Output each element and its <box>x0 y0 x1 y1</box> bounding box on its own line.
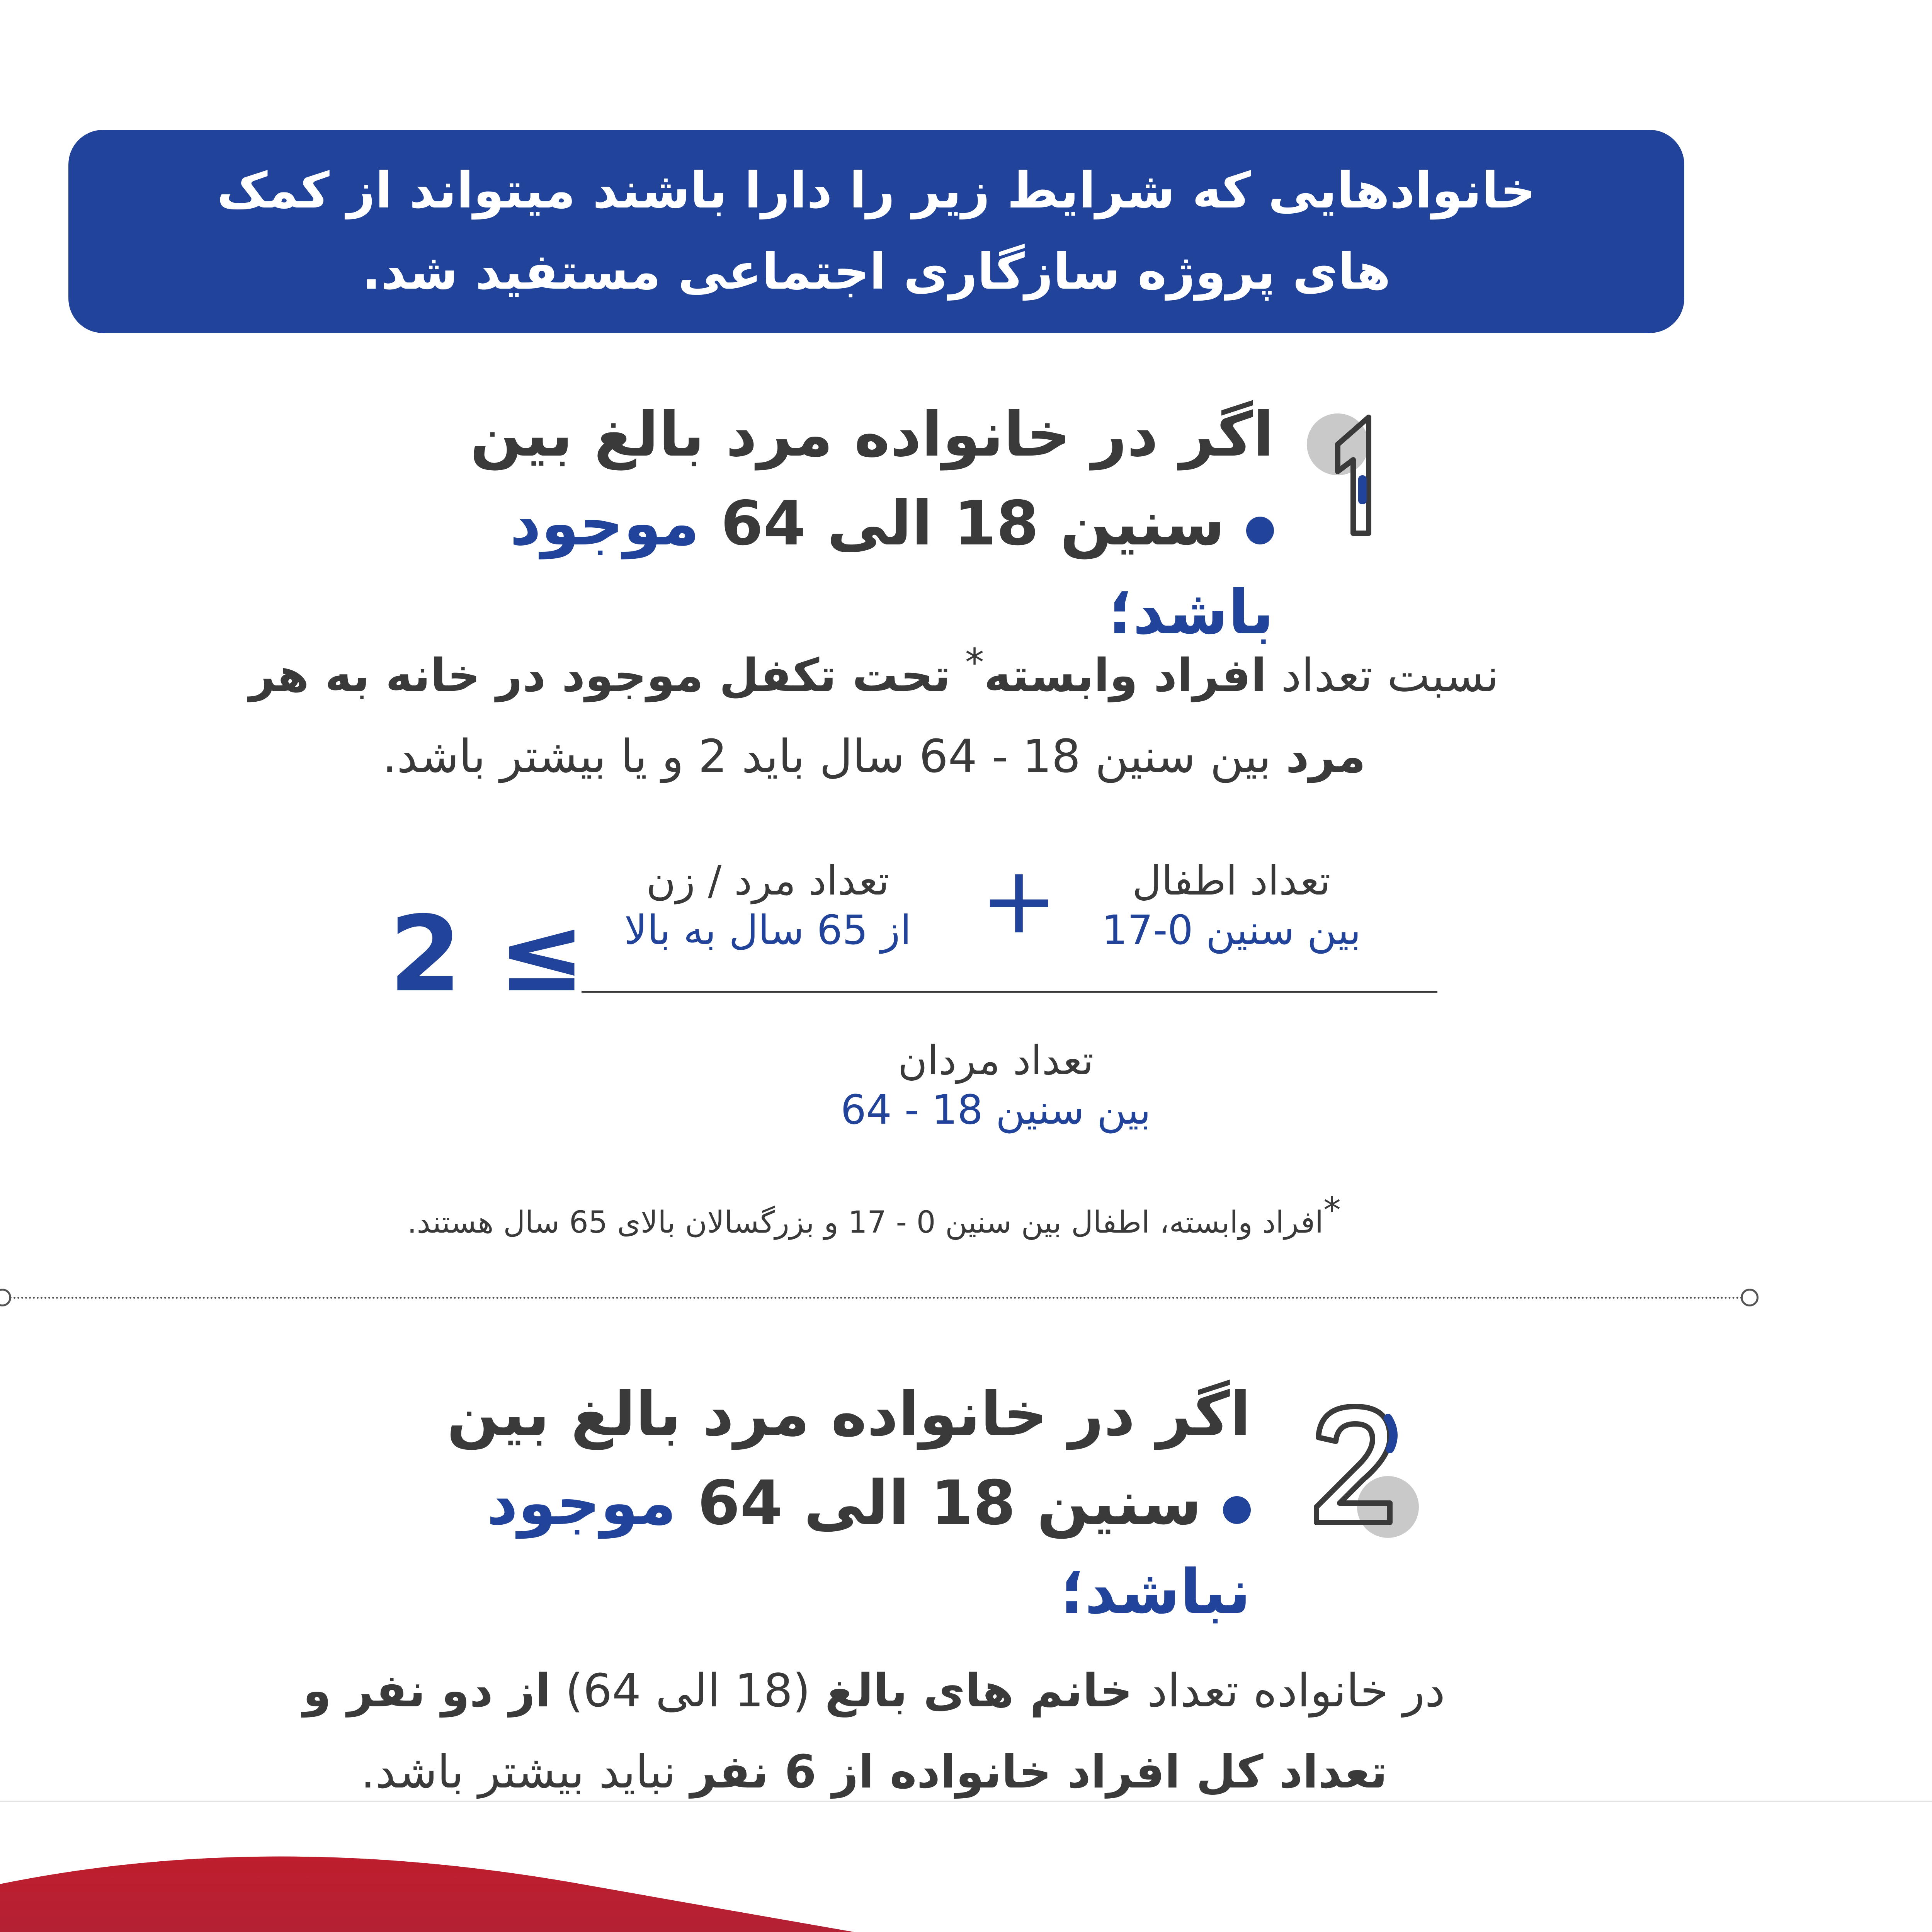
term-elderly-label: تعداد مرد / زن <box>646 857 889 904</box>
footnote-asterisk: * <box>1323 1190 1341 1231</box>
condition-2-title <box>300 1370 1251 1636</box>
desc1-bold-dependents: افراد وابسته <box>984 648 1267 702</box>
desc2-bold-women: خانم های بالغ <box>825 1664 1133 1717</box>
bullet-dot <box>1246 517 1274 544</box>
denominator-label: تعداد مردان <box>898 1037 1094 1084</box>
desc1-text-a: نسبت تعداد <box>1281 648 1499 702</box>
desc2-text-b: نباید بیشتر باشد. <box>361 1745 676 1798</box>
condition-1-title <box>339 390 1274 657</box>
formula-plus: + <box>980 846 1058 954</box>
condition-2-title-highlight: موجود نباشد؛ <box>486 1468 1251 1628</box>
condition-1-number-icon <box>1297 402 1401 549</box>
header-text: خانوادهایی که شرایط زیر را دارا باشند میتواند از کمک های پروژه سازگاری اجتماعی مستفید شد. <box>217 162 1536 301</box>
footer-wave-shape <box>0 1832 1932 1932</box>
section-divider <box>2 1297 1748 1299</box>
formula-denominator <box>783 1036 1208 1134</box>
formula-term-children <box>1065 856 1398 955</box>
bullet-dot <box>1223 1496 1251 1524</box>
footnote-text: افراد وابسته، اطفال بین سنین 0 - 17 و بزرگسالان بالای 65 سال هستند. <box>407 1205 1323 1240</box>
desc2-age-range: (18 الی 64) <box>565 1664 811 1717</box>
divider-end-circle-right <box>1741 1289 1759 1306</box>
desc1-bold-b: تحت تکفل موجود در خانه به هر مرد <box>249 648 1366 783</box>
condition-2-title-line1: اگر در خانواده مرد بالغ بین <box>447 1379 1251 1450</box>
divider-end-circle-left <box>0 1289 11 1306</box>
condition-2-number-icon <box>1297 1391 1421 1538</box>
desc2-text-a: در خانواده تعداد <box>1147 1664 1446 1717</box>
condition-1-description <box>242 622 1506 797</box>
condition-1-title-highlight: موجود باشد؛ <box>510 488 1274 648</box>
denominator-sub: بین سنین 18 - 64 <box>840 1086 1151 1133</box>
condition-1-title-line2: سنین 18 الی 64 <box>721 488 1225 559</box>
fraction-line <box>582 991 1437 993</box>
formula-value: 2 <box>389 893 462 1015</box>
term-children-label: تعداد اطفال <box>1132 857 1331 904</box>
formula-leq-sign: ≤ <box>498 893 586 1015</box>
number-one-icon <box>1297 402 1401 549</box>
term-elderly-sub: از 65 سال به بالا <box>624 906 912 954</box>
formula-relation <box>389 877 586 1032</box>
desc1-asterisk: * <box>965 641 984 685</box>
desc2-bold-b: از دو نفر و تعداد کل افراد خانواده از 6 نفر <box>303 1664 1388 1798</box>
condition-1-title-line1: اگر در خانواده مرد بالغ بین <box>470 399 1274 470</box>
footer-wave <box>0 1832 1932 1932</box>
header-banner <box>68 130 1684 333</box>
condition-2-description <box>262 1650 1486 1812</box>
footer-top-rule <box>0 1801 1932 1802</box>
term-children-sub: بین سنین 0-17 <box>1102 906 1361 954</box>
condition-1-footnote <box>242 1190 1506 1240</box>
condition-2-title-line2: سنین 18 الی 64 <box>697 1468 1202 1539</box>
formula-term-elderly <box>590 856 946 955</box>
desc1-text-b: بین سنین 18 - 64 سال باید 2 و یا بیشتر باشد. <box>382 730 1271 783</box>
number-two-icon <box>1297 1391 1421 1538</box>
